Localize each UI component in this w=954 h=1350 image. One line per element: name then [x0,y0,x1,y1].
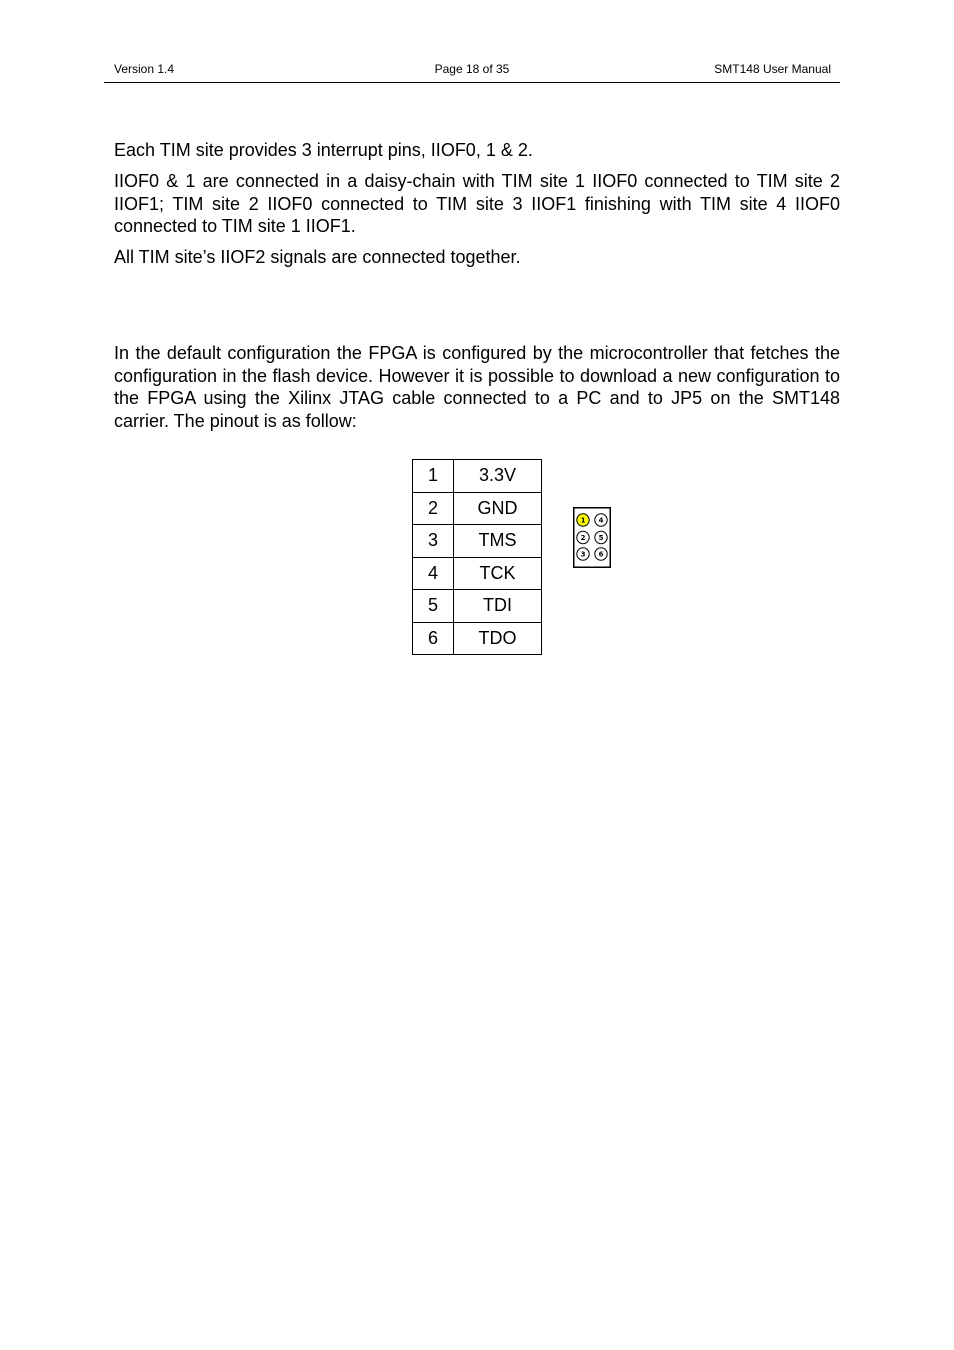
connector-pin-label: 3 [580,550,586,559]
header-version: Version 1.4 [114,62,175,76]
paragraph-iiof2: All TIM site’s IIOF2 signals are connected together. [114,247,521,267]
page-header [104,62,840,83]
header-page-number: Page 18 of 35 [434,62,510,76]
pin-number: 5 [413,590,454,623]
connector-pin-label: 6 [598,550,604,559]
pin-signal: 3.3V [454,460,542,493]
pin-signal: TCK [454,557,542,590]
pin-number: 6 [413,622,454,655]
connector-pin-label: 4 [598,516,604,525]
table-row [413,460,542,493]
paragraph-interrupt-intro: Each TIM site provides 3 interrupt pins, IIOF0, 1 & 2. [114,140,533,160]
pin-signal: TMS [454,525,542,558]
pin-number: 4 [413,557,454,590]
pin-number: 1 [413,460,454,493]
jtag-connector-diagram [573,507,611,568]
pin-signal: GND [454,492,542,525]
connector-pin-label: 1 [580,516,586,525]
table-row [413,590,542,623]
table-row [413,622,542,655]
paragraph-fpga-config: In the default configuration the FPGA is configured by the microcontroller that fetches the configuration in the flash device. However it is possible to download a new configuration to the FPGA using the Xilinx JTAG cable connected to a PC and to JP5 on the SMT148 carrier. The pinout is as follow: [114,343,840,431]
connector-pin-label: 2 [580,534,586,542]
pin-number: 3 [413,525,454,558]
jtag-pinout-table [412,459,542,655]
paragraph-daisy-chain: IIOF0 & 1 are connected in a daisy-chain with TIM site 1 IIOF0 connected to TIM site 2 IIOF1; TIM site 2 IIOF0 connected to TIM site 3 IIOF1 finishing with TIM site 4 IIOF0 connected to TIM site 1 IIOF1. [114,171,840,236]
pin-signal: TDI [454,590,542,623]
table-row [413,492,542,525]
table-row [413,525,542,558]
connector-pin-label: 5 [598,534,604,542]
table-row [413,557,542,590]
pin-signal: TDO [454,622,542,655]
header-manual-title: SMT148 User Manual [714,62,831,76]
pin-number: 2 [413,492,454,525]
